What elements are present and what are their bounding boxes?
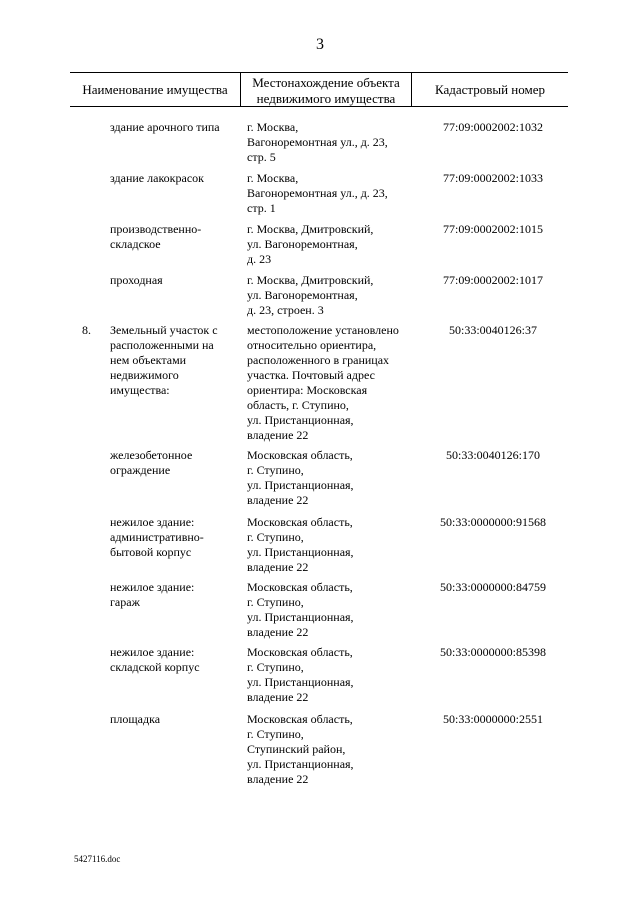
property-name-line: расположенными на <box>110 338 214 352</box>
property-location <box>247 120 417 165</box>
row-number: 8. <box>82 323 91 337</box>
property-location-line: Московская область, <box>247 515 353 529</box>
property-location-line: г. Ступино, <box>247 727 304 741</box>
property-location-line: ул. Пристанционная, <box>247 413 354 427</box>
property-location-line: ул. Пристанционная, <box>247 675 354 689</box>
cadastral-number: 77:09:0002002:1032 <box>442 120 543 134</box>
property-location-line: ул. Пристанционная, <box>247 545 354 559</box>
property-name-line: недвижимого <box>110 368 179 382</box>
property-location-line: Вагоноремонтная ул., д. 23, <box>247 186 388 200</box>
property-location-line: г. Ступино, <box>247 463 304 477</box>
property-location-line: г. Ступино, <box>247 595 304 609</box>
property-name-line: ограждение <box>110 463 171 477</box>
property-location-line: ориентира: Московская <box>247 383 368 397</box>
property-name <box>110 448 238 478</box>
property-location-line: г. Москва, Дмитровский, <box>247 222 374 236</box>
property-location-line: ул. Пристанционная, <box>247 610 354 624</box>
property-location <box>247 273 417 318</box>
property-location-line: д. 23 <box>247 252 272 266</box>
property-location <box>247 448 417 508</box>
property-name <box>110 120 238 135</box>
property-name-line: Земельный участок с <box>110 323 218 337</box>
property-location <box>247 323 417 443</box>
property-location-line: г. Москва, Дмитровский, <box>247 273 374 287</box>
property-location-line: г. Москва, <box>247 120 299 134</box>
page-number: 3 <box>316 36 324 53</box>
property-location <box>247 171 417 216</box>
property-location-line: Московская область, <box>247 712 353 726</box>
property-location-line: владение 22 <box>247 690 309 704</box>
property-location-line: Московская область, <box>247 448 353 462</box>
property-location-line: расположенного в границах <box>247 353 390 367</box>
document-footer: 5427116.doc <box>74 854 121 864</box>
property-location-line: Ступинский район, <box>247 742 346 756</box>
property-location <box>247 222 417 267</box>
property-name-line: нежилое здание: <box>110 580 195 594</box>
property-location-line: Московская область, <box>247 645 353 659</box>
property-location-line: ул. Вагоноремонтная, <box>247 288 358 302</box>
property-name <box>110 580 238 610</box>
property-name <box>110 645 238 675</box>
property-location-line: г. Москва, <box>247 171 299 185</box>
cadastral-number: 50:33:0000000:85398 <box>439 645 546 659</box>
property-name-line: железобетонное <box>110 448 193 462</box>
property-location-line: г. Ступино, <box>247 530 304 544</box>
property-name <box>110 323 238 398</box>
property-name-line: нежилое здание: <box>110 515 195 529</box>
header-location-line: недвижимого имущества <box>256 91 396 106</box>
property-location-line: владение 22 <box>247 428 309 442</box>
property-name <box>110 171 238 186</box>
property-location-line: владение 22 <box>247 625 309 639</box>
property-location-line: д. 23, строен. 3 <box>247 303 324 317</box>
header-name: Наименование имущества <box>82 82 228 97</box>
property-location <box>247 645 417 705</box>
property-location-line: г. Ступино, <box>247 660 304 674</box>
cadastral-number: 77:09:0002002:1033 <box>442 171 543 185</box>
property-location <box>247 712 417 787</box>
property-location <box>247 580 417 640</box>
property-name-line: нем объектами <box>110 353 187 367</box>
property-name-line: здание лакокрасок <box>110 171 204 185</box>
property-name <box>110 273 238 288</box>
property-location-line: Московская область, <box>247 580 353 594</box>
property-location-line: область, г. Ступино, <box>247 398 349 412</box>
property-location <box>247 515 417 575</box>
property-name-line: площадка <box>110 712 161 726</box>
table-header-top-rule <box>70 72 568 73</box>
property-name-line: административно- <box>110 530 204 544</box>
property-name <box>110 515 238 560</box>
cadastral-number: 77:09:0002002:1017 <box>442 273 543 287</box>
property-location-line: участка. Почтовый адрес <box>247 368 375 382</box>
property-name <box>110 712 238 727</box>
property-name-line: проходная <box>110 273 163 287</box>
property-location-line: ул. Вагоноремонтная, <box>247 237 358 251</box>
property-location-line: Вагоноремонтная ул., д. 23, <box>247 135 388 149</box>
property-name-line: здание арочного типа <box>110 120 220 134</box>
header-location <box>241 75 411 107</box>
property-name-line: гараж <box>110 595 140 609</box>
property-name-line: имущества: <box>110 383 170 397</box>
property-location-line: владение 22 <box>247 493 309 507</box>
property-location-line: ул. Пристанционная, <box>247 478 354 492</box>
property-location-line: ул. Пристанционная, <box>247 757 354 771</box>
cadastral-number: 50:33:0040126:170 <box>445 448 540 462</box>
property-location-line: стр. 5 <box>247 150 276 164</box>
cadastral-number: 50:33:0000000:84759 <box>439 580 546 594</box>
property-location-line: относительно ориентира, <box>247 338 377 352</box>
property-name-line: складское <box>110 237 161 251</box>
property-name <box>110 222 238 252</box>
cadastral-number: 50:33:0040126:37 <box>448 323 537 337</box>
property-location-line: местоположение установлено <box>247 323 399 337</box>
property-location-line: стр. 1 <box>247 201 276 215</box>
property-name-line: нежилое здание: <box>110 645 195 659</box>
property-location-line: владение 22 <box>247 560 309 574</box>
property-name-line: производственно- <box>110 222 202 236</box>
property-name-line: складской корпус <box>110 660 200 674</box>
property-location-line: владение 22 <box>247 772 309 786</box>
property-name-line: бытовой корпус <box>110 545 192 559</box>
cadastral-number: 50:33:0000000:91568 <box>439 515 546 529</box>
cadastral-number: 50:33:0000000:2551 <box>442 712 543 726</box>
header-location-line: Местонахождение объекта <box>252 75 400 90</box>
header-cadastral: Кадастровый номер <box>434 82 546 97</box>
cadastral-number: 77:09:0002002:1015 <box>442 222 543 236</box>
